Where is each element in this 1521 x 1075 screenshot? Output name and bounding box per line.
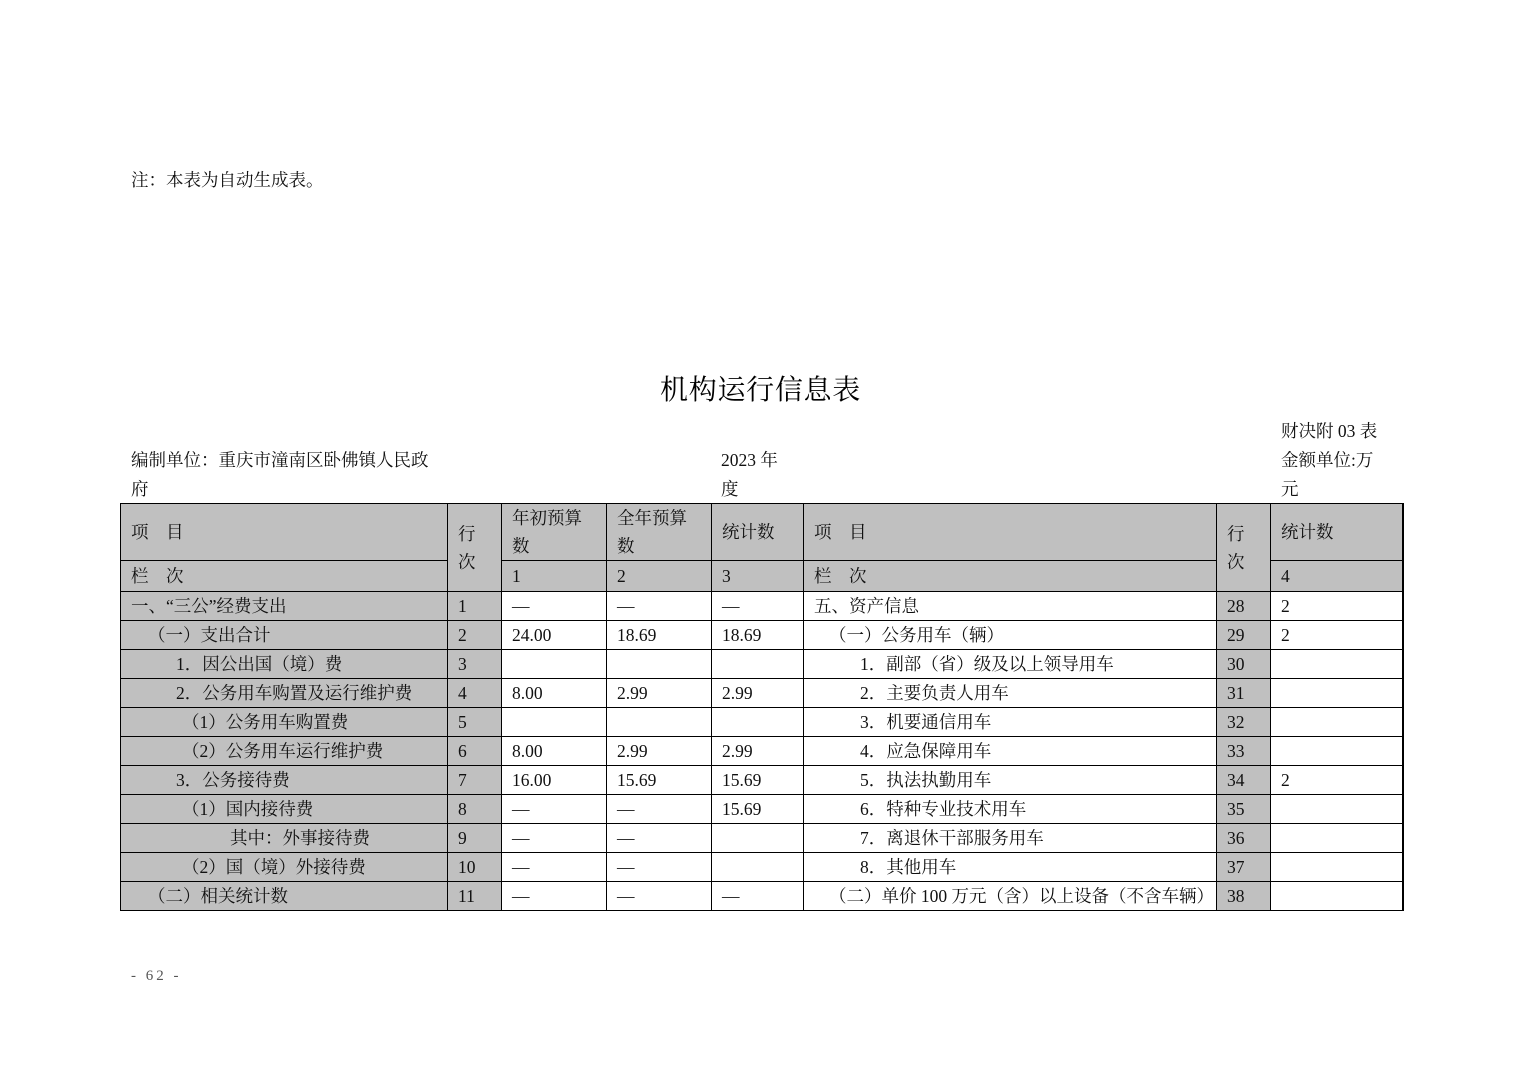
right-row-number-cell: 31 bbox=[1217, 679, 1271, 708]
right-item-cell: 五、资产信息 bbox=[804, 592, 1217, 621]
right-item-cell: 6．特种专业技术用车 bbox=[804, 795, 1217, 824]
left-item-cell: 一、“三公”经费支出 bbox=[121, 592, 448, 621]
right-statistic-cell bbox=[1271, 679, 1403, 708]
column-index-4: 4 bbox=[1271, 561, 1403, 592]
right-row-number-cell: 35 bbox=[1217, 795, 1271, 824]
initial-budget-cell: — bbox=[502, 795, 607, 824]
right-item-cell: （一）公务用车（辆） bbox=[804, 621, 1217, 650]
table-row bbox=[121, 795, 1403, 824]
right-statistic-cell bbox=[1271, 737, 1403, 766]
right-item-cell: 4．应急保障用车 bbox=[804, 737, 1217, 766]
right-row-number-cell: 34 bbox=[1217, 766, 1271, 795]
column-index-label: 栏 次 bbox=[121, 561, 448, 592]
annual-budget-cell: 2.99 bbox=[607, 679, 712, 708]
column-index-row bbox=[121, 561, 1403, 592]
header-right-row-number: 行次 bbox=[1217, 504, 1271, 592]
left-statistic-cell: 15.69 bbox=[712, 766, 804, 795]
table-row bbox=[121, 882, 1403, 911]
left-statistic-cell: 18.69 bbox=[712, 621, 804, 650]
right-row-number-cell: 30 bbox=[1217, 650, 1271, 679]
fiscal-year: 2023 年度 bbox=[721, 450, 778, 499]
left-row-number-cell: 4 bbox=[448, 679, 502, 708]
page-number: - 62 - bbox=[131, 968, 182, 984]
column-index-2: 2 bbox=[607, 561, 712, 592]
right-row-number-cell: 36 bbox=[1217, 824, 1271, 853]
initial-budget-cell: 8.00 bbox=[502, 679, 607, 708]
right-item-cell: 3．机要通信用车 bbox=[804, 708, 1217, 737]
table-row bbox=[121, 853, 1403, 882]
table-row bbox=[121, 708, 1403, 737]
left-statistic-cell: 2.99 bbox=[712, 737, 804, 766]
form-meta bbox=[1281, 417, 1381, 504]
annual-budget-cell: — bbox=[607, 853, 712, 882]
initial-budget-cell: — bbox=[502, 853, 607, 882]
right-item-cell: （二）单价 100 万元（含）以上设备（不含车辆） bbox=[804, 882, 1217, 911]
right-statistic-cell bbox=[1271, 795, 1403, 824]
right-column-index-label: 栏 次 bbox=[804, 561, 1217, 592]
left-item-cell: 其中：外事接待费 bbox=[121, 824, 448, 853]
initial-budget-cell: 24.00 bbox=[502, 621, 607, 650]
left-item-cell: （二）相关统计数 bbox=[121, 882, 448, 911]
right-statistic-cell: 2 bbox=[1271, 592, 1403, 621]
header-left-row-number: 行次 bbox=[448, 504, 502, 592]
right-item-cell: 5．执法执勤用车 bbox=[804, 766, 1217, 795]
column-index-1: 1 bbox=[502, 561, 607, 592]
amount-unit: 金额单位:万元 bbox=[1281, 450, 1374, 499]
left-statistic-cell bbox=[712, 650, 804, 679]
annual-budget-cell: — bbox=[607, 592, 712, 621]
annual-budget-cell: 2.99 bbox=[607, 737, 712, 766]
compiling-unit: 编制单位：重庆市潼南区卧佛镇人民政府 bbox=[131, 450, 429, 499]
table-row bbox=[121, 766, 1403, 795]
right-item-cell: 2．主要负责人用车 bbox=[804, 679, 1217, 708]
table-row bbox=[121, 650, 1403, 679]
left-row-number-cell: 1 bbox=[448, 592, 502, 621]
header-left-statistic: 统计数 bbox=[712, 504, 804, 561]
right-statistic-cell bbox=[1271, 882, 1403, 911]
header-right-item: 项 目 bbox=[804, 504, 1217, 561]
right-item-cell: 7．离退休干部服务用车 bbox=[804, 824, 1217, 853]
left-row-number-cell: 3 bbox=[448, 650, 502, 679]
initial-budget-cell: 8.00 bbox=[502, 737, 607, 766]
column-index-3: 3 bbox=[712, 561, 804, 592]
left-row-number-cell: 11 bbox=[448, 882, 502, 911]
left-item-cell: 2．公务用车购置及运行维护费 bbox=[121, 679, 448, 708]
left-statistic-cell: — bbox=[712, 882, 804, 911]
institution-operation-table bbox=[120, 503, 1404, 911]
initial-budget-cell bbox=[502, 650, 607, 679]
left-row-number-cell: 8 bbox=[448, 795, 502, 824]
left-statistic-cell bbox=[712, 824, 804, 853]
table-row bbox=[121, 621, 1403, 650]
left-item-cell: （1）国内接待费 bbox=[121, 795, 448, 824]
table-header bbox=[121, 504, 1403, 592]
left-statistic-cell: 2.99 bbox=[712, 679, 804, 708]
form-code: 财决附 03 表 bbox=[1281, 421, 1378, 441]
initial-budget-cell: — bbox=[502, 824, 607, 853]
left-item-cell: （一）支出合计 bbox=[121, 621, 448, 650]
left-row-number-cell: 9 bbox=[448, 824, 502, 853]
initial-budget-cell: 16.00 bbox=[502, 766, 607, 795]
left-row-number-cell: 7 bbox=[448, 766, 502, 795]
right-row-number-cell: 29 bbox=[1217, 621, 1271, 650]
header-annual-budget: 全年预算数 bbox=[607, 504, 712, 561]
initial-budget-cell bbox=[502, 708, 607, 737]
annual-budget-cell: 18.69 bbox=[607, 621, 712, 650]
right-statistic-cell: 2 bbox=[1271, 621, 1403, 650]
right-row-number-cell: 33 bbox=[1217, 737, 1271, 766]
left-item-cell: 1．因公出国（境）费 bbox=[121, 650, 448, 679]
table-header-row bbox=[121, 504, 1403, 561]
header-right-statistic: 统计数 bbox=[1271, 504, 1403, 561]
left-item-cell: 3．公务接待费 bbox=[121, 766, 448, 795]
annual-budget-cell: 15.69 bbox=[607, 766, 712, 795]
right-row-number-cell: 38 bbox=[1217, 882, 1271, 911]
table-body bbox=[121, 592, 1403, 911]
right-statistic-cell bbox=[1271, 824, 1403, 853]
right-row-number-cell: 28 bbox=[1217, 592, 1271, 621]
annual-budget-cell: — bbox=[607, 795, 712, 824]
table-note: 注：本表为自动生成表。 bbox=[131, 170, 324, 190]
header-initial-budget: 年初预算数 bbox=[502, 504, 607, 561]
annual-budget-cell: — bbox=[607, 882, 712, 911]
header-left-item: 项 目 bbox=[121, 504, 448, 561]
left-row-number-cell: 2 bbox=[448, 621, 502, 650]
left-statistic-cell: — bbox=[712, 592, 804, 621]
right-row-number-cell: 32 bbox=[1217, 708, 1271, 737]
left-row-number-cell: 6 bbox=[448, 737, 502, 766]
right-statistic-cell: 2 bbox=[1271, 766, 1403, 795]
left-row-number-cell: 5 bbox=[448, 708, 502, 737]
initial-budget-cell: — bbox=[502, 592, 607, 621]
right-statistic-cell bbox=[1271, 708, 1403, 737]
right-statistic-cell bbox=[1271, 650, 1403, 679]
left-item-cell: （1）公务用车购置费 bbox=[121, 708, 448, 737]
table-row bbox=[121, 737, 1403, 766]
right-item-cell: 8．其他用车 bbox=[804, 853, 1217, 882]
left-row-number-cell: 10 bbox=[448, 853, 502, 882]
right-row-number-cell: 37 bbox=[1217, 853, 1271, 882]
annual-budget-cell bbox=[607, 708, 712, 737]
right-item-cell: 1．副部（省）级及以上领导用车 bbox=[804, 650, 1217, 679]
left-statistic-cell bbox=[712, 853, 804, 882]
table-row bbox=[121, 824, 1403, 853]
table-row bbox=[121, 679, 1403, 708]
left-statistic-cell: 15.69 bbox=[712, 795, 804, 824]
left-statistic-cell bbox=[712, 708, 804, 737]
right-statistic-cell bbox=[1271, 853, 1403, 882]
table-row bbox=[121, 592, 1403, 621]
left-item-cell: （2）公务用车运行维护费 bbox=[121, 737, 448, 766]
left-item-cell: （2）国（境）外接待费 bbox=[121, 853, 448, 882]
page-title: 机构运行信息表 bbox=[660, 373, 861, 406]
annual-budget-cell: — bbox=[607, 824, 712, 853]
annual-budget-cell bbox=[607, 650, 712, 679]
initial-budget-cell: — bbox=[502, 882, 607, 911]
